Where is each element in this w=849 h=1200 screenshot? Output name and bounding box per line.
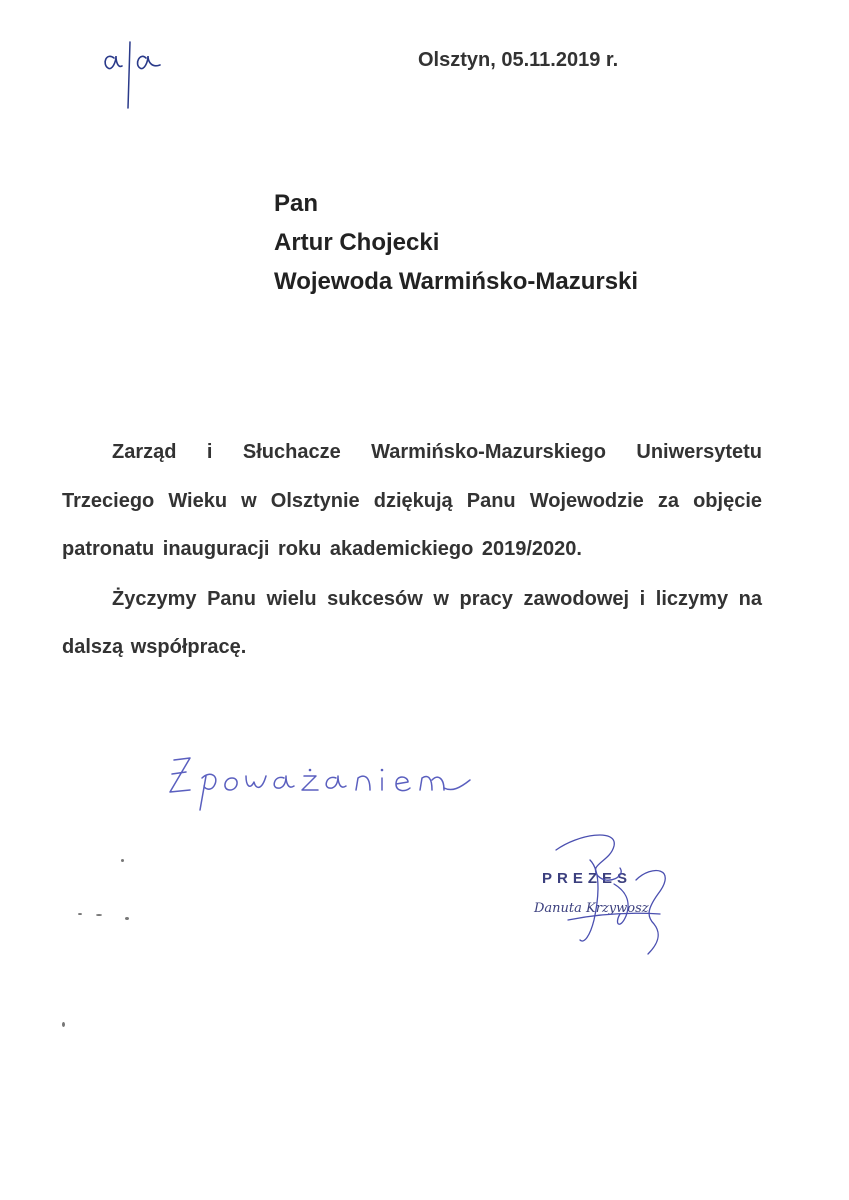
scan-speck	[125, 917, 129, 920]
recipient-name: Artur Chojecki	[274, 229, 440, 256]
letter-body	[62, 428, 762, 672]
closing-handwriting	[160, 752, 520, 822]
body-paragraph-2: Życzymy Panu wielu sukcesów w pracy zawodowej i liczymy na dalszą współpracę.	[62, 587, 762, 658]
recipient-block	[274, 184, 638, 301]
scan-speck	[121, 859, 124, 862]
handwritten-signature	[528, 824, 678, 974]
scan-speck	[78, 913, 82, 915]
handwritten-closing	[160, 752, 520, 822]
stamp-name: Danuta Krzywosz	[534, 901, 649, 916]
annotation-drawing	[100, 38, 180, 113]
scan-speck	[96, 914, 102, 916]
recipient-title: Wojewoda Warmińsko-Mazurski	[274, 268, 639, 295]
letter-date: Olsztyn, 05.11.2019 r.	[418, 49, 619, 71]
body-paragraph-1: Zarząd i Słuchacze Warmińsko-Mazurskiego Uniwersytetu Trzeciego Wieku w Olsztynie dziękują Panu Wojewodzie za objęcie patronatu inauguracji roku akademickiego 2019/2020.	[62, 441, 762, 560]
recipient-salutation: Pan	[274, 190, 319, 217]
handwritten-annotation	[100, 38, 180, 113]
scan-speck	[62, 1022, 65, 1027]
signature-stamp	[528, 824, 678, 974]
stamp-title: PREZES	[542, 870, 633, 887]
